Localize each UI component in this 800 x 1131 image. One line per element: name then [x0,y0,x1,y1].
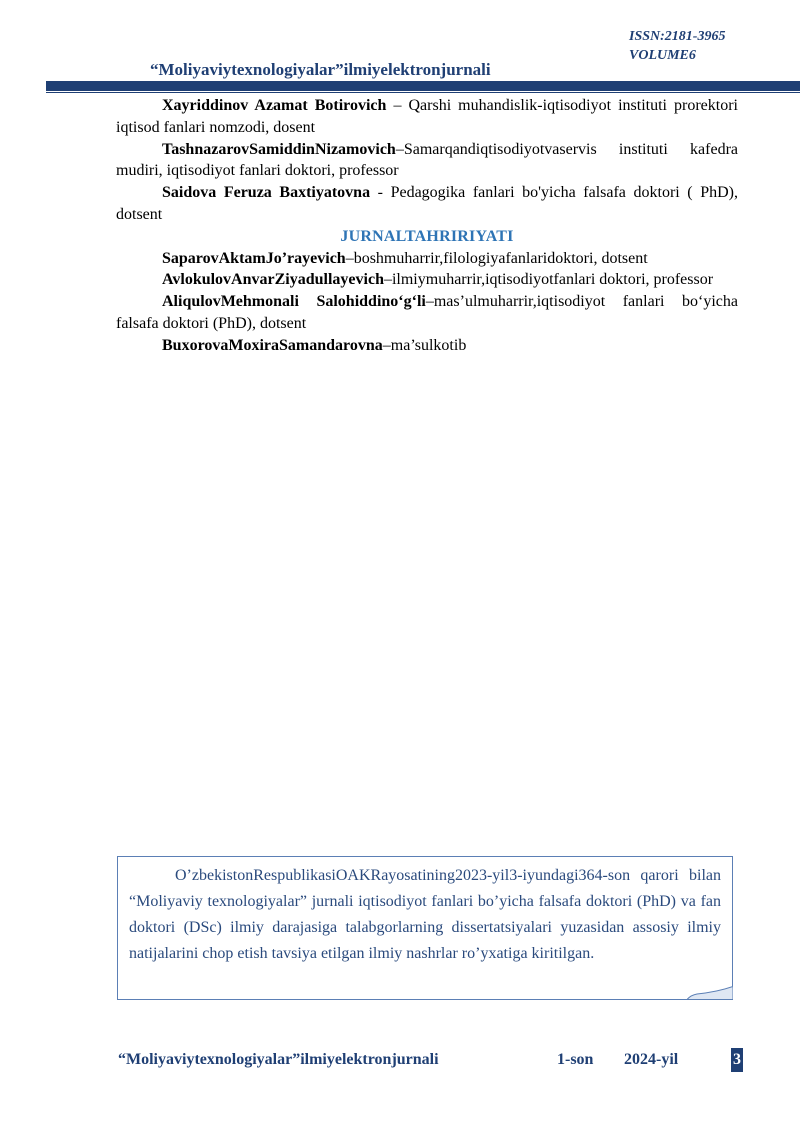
member-name: AvlokulovAnvarZiyadullayevich [162,271,384,289]
footer-year: 2024-yil [624,1051,679,1068]
member-name: SaparovAktamJo’rayevich [162,249,346,267]
board-member [116,95,738,139]
editorial-member [116,291,738,335]
member-name: Saidova Feruza Baxtiyatovna [162,184,371,202]
member-role: –ma’sulkotib [382,336,467,354]
editorial-member [116,335,738,357]
header-issn: ISSN:2181-3965 [629,29,726,44]
member-role: – Qarshi muhandislik-iqtisodiyot instituti prorektori iqtisod fanlari nomzodi, dosent [116,97,739,136]
member-role: –boshmuharrir,filologiyafanlaridoktori, dotsent [345,249,648,267]
board-member [116,139,738,183]
header-rule [46,81,800,91]
editorial-member [116,248,738,270]
footer-issue: 1-son [557,1051,594,1068]
header-rule-thin [46,92,800,93]
member-name: AliqulovMehmonali Salohiddino‘g‘li [162,293,426,311]
header-journal-title: “Moliyaviytexnologiyalar”ilmiyelektronjurnali [150,60,491,79]
section-title: JURNALTAHRIRIYATI [340,227,514,245]
member-role: –ilmiymuharrir,iqtisodiyotfanlari doktori, professor [383,271,714,289]
page-curl-icon [687,986,733,1000]
footer-page-number: 3 [731,1048,743,1072]
footer-journal-title: “Moliyaviytexnologiyalar”ilmiyelektronjurnali [118,1051,439,1068]
member-role: –mas’ulmuharrir,iqtisodiyot fanlari bo‘yicha falsafa doktori (PhD), dotsent [116,293,739,332]
board-content [116,95,738,357]
member-name: Xayriddinov Azamat Botirovich [162,97,387,114]
member-name: BuxorovaMoxiraSamandarovna [162,336,383,354]
member-role: - Pedagogika fanlari bo'yicha falsafa doktori ( PhD), dotsent [116,184,739,223]
editorial-member [116,269,738,291]
header-volume: VOLUME6 [629,48,696,63]
accreditation-notice-text: O’zbekistonRespublikasiOAKRayosatining2023-yil3-iyundagi364-son qarori bilan “Moliyaviy texnologiyalar” jurnali iqtisodiyot fanlari bo’yicha falsafa doktori (PhD) va fan doktori (DSc) ilmiy darajasiga talabgorlarning dissertatsiyalari yuzasidan assosiy ilmiy natijalarini chop etish tavsiya etilgan ilmiy nashrlar ro’yxatiga kiritilgan. [129,867,721,962]
board-member [116,182,738,226]
member-role: –Samarqandiqtisodiyotvaservis instituti kafedra mudiri, iqtisodiyot fanlari doktori, professor [116,140,738,180]
accreditation-notice-box [117,856,733,1000]
member-name: TashnazarovSamiddinNizamovich [162,140,396,158]
